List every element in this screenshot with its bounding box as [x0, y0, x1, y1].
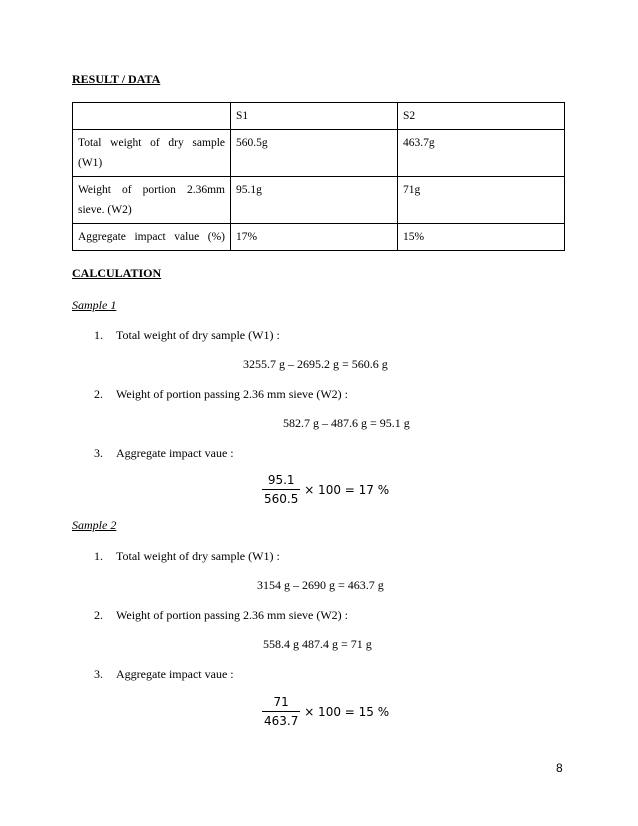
- list-number: 2.: [94, 608, 103, 622]
- page-number: 8: [556, 761, 563, 775]
- result-table: [72, 102, 565, 251]
- calc-result: 558.4 g 487.4 g = 71 g: [263, 637, 372, 651]
- list-item: [94, 667, 234, 682]
- fraction-numerator: 95.1: [262, 473, 300, 490]
- list-text: Weight of portion passing 2.36 mm sieve (W2) :: [116, 608, 348, 622]
- list-item: [94, 387, 348, 402]
- row-label-line: Total weight of dry sample: [78, 137, 225, 149]
- table-header-cell: S2: [398, 103, 565, 130]
- table-header-row: [73, 103, 565, 130]
- table-row-label: [73, 130, 231, 177]
- table-row: [73, 224, 565, 251]
- fraction: [262, 695, 300, 728]
- list-number: 2.: [94, 387, 103, 401]
- fraction-denominator: 560.5: [264, 492, 299, 506]
- table-cell-s2: 15%: [398, 224, 565, 251]
- calculation-heading: CALCULATION: [72, 266, 162, 280]
- sample-2-title: Sample 2: [72, 518, 117, 532]
- list-item: [94, 608, 348, 623]
- formula-rest: × 100 = 15 %: [304, 704, 390, 719]
- list-item: [94, 328, 280, 343]
- table-row-label: [73, 224, 231, 251]
- list-number: 1.: [94, 328, 103, 342]
- impact-formula: [262, 695, 389, 728]
- table-cell-s1: 17%: [231, 224, 398, 251]
- table-row: [73, 130, 565, 177]
- list-text: Aggregate impact vaue :: [116, 667, 234, 681]
- table-cell-s2: 463.7g: [398, 130, 565, 177]
- row-label-line: (W1): [78, 157, 103, 169]
- row-label-line: Aggregate impact value (%): [78, 231, 225, 243]
- fraction-numerator: 71: [262, 695, 300, 712]
- impact-formula: [262, 473, 389, 506]
- calc-result: 3154 g – 2690 g = 463.7 g: [257, 578, 384, 592]
- list-text: Total weight of dry sample (W1) :: [116, 328, 280, 342]
- list-item: [94, 446, 234, 461]
- table-row: [73, 177, 565, 224]
- table-cell-s2: 71g: [398, 177, 565, 224]
- result-data-heading: RESULT / DATA: [72, 72, 161, 86]
- fraction-denominator: 463.7: [264, 714, 299, 728]
- row-label-line: Weight of portion 2.36mm: [78, 184, 225, 196]
- list-number: 3.: [94, 446, 103, 460]
- table-cell-s1: 95.1g: [231, 177, 398, 224]
- list-number: 3.: [94, 667, 103, 681]
- list-text: Aggregate impact vaue :: [116, 446, 234, 460]
- row-label-line: sieve. (W2): [78, 204, 132, 216]
- fraction: [262, 473, 300, 506]
- calc-result: 3255.7 g – 2695.2 g = 560.6 g: [243, 357, 388, 371]
- table-header-cell: [73, 103, 231, 130]
- table-row-label: [73, 177, 231, 224]
- table-cell-s1: 560.5g: [231, 130, 398, 177]
- list-number: 1.: [94, 549, 103, 563]
- list-item: [94, 549, 280, 564]
- list-text: Weight of portion passing 2.36 mm sieve (W2) :: [116, 387, 348, 401]
- formula-rest: × 100 = 17 %: [304, 482, 390, 497]
- list-text: Total weight of dry sample (W1) :: [116, 549, 280, 563]
- sample-1-title: Sample 1: [72, 298, 117, 312]
- table-header-cell: S1: [231, 103, 398, 130]
- calc-result: 582.7 g – 487.6 g = 95.1 g: [283, 416, 410, 430]
